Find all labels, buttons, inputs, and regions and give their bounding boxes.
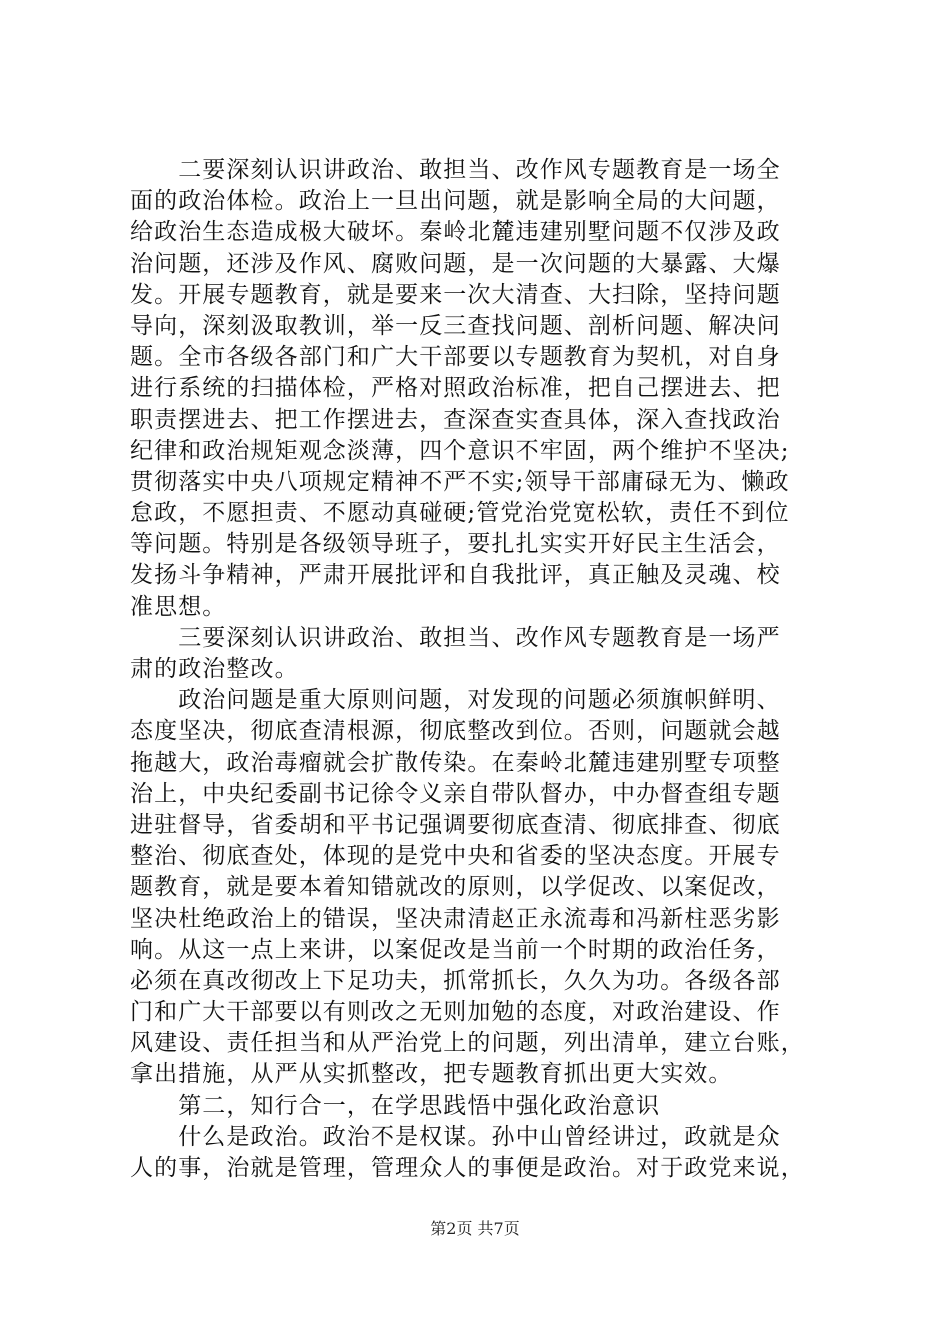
text-line: 给政治生态造成极大破坏。秦岭北麓违建别墅问题不仅涉及政 [130,219,781,246]
text-line: 题教育，就是要本着知错就改的原则，以学促改、以案促改， [130,874,781,901]
text-line: 响。从这一点上来讲，以案促改是当前一个时期的政治任务， [130,936,781,963]
text-line: 二要深刻认识讲政治、敢担当、改作风专题教育是一场全 [130,157,781,183]
text-line: 坚决杜绝政治上的错误，坚决肃清赵正永流毒和冯新柱恶劣影 [130,905,781,932]
text-line: 准思想。 [130,593,227,620]
text-line: 整治、彻底查处，体现的是党中央和省委的坚决态度。开展专 [130,843,781,870]
text-line: 态度坚决，彻底查清根源，彻底整改到位。否则，问题就会越 [130,718,781,745]
text-line: 发扬斗争精神，严肃开展批评和自我批评，真正触及灵魂、校 [130,562,781,589]
page-footer [0,1218,950,1240]
text-line: 风建设、责任担当和从严治党上的问题，列出清单，建立台账， [130,1030,805,1057]
text-line: 门和广大干部要以有则改之无则加勉的态度，对政治建设、作 [130,999,781,1026]
text-line: 进驻督导，省委胡和平书记强调要彻底查清、彻底排查、彻底 [130,811,781,838]
text-line: 怠政，不愿担责、不愿动真碰硬;管党治党宽松软，责任不到位 [130,500,790,527]
text-line: 题。全市各级各部门和广大干部要以专题教育为契机，对自身 [130,344,781,371]
page-number-label: 第2页 共7页 [430,1219,520,1238]
text-line: 治问题，还涉及作风、腐败问题，是一次问题的大暴露、大爆 [130,250,781,277]
text-line: 肃的政治整改。 [130,656,299,682]
text-line: 政治问题是重大原则问题，对发现的问题必须旗帜鲜明、 [130,687,781,714]
text-line: 拖越大，政治毒瘤就会扩散传染。在秦岭北麓违建别墅专项整 [130,749,781,776]
text-line: 职责摆进去、把工作摆进去，查深查实查具体，深入查找政治 [130,406,781,433]
text-line: 人的事，治就是管理，管理众人的事便是政治。对于政党来说， [130,1155,805,1181]
text-line: 纪律和政治规矩观念淡薄，四个意识不牢固，两个维护不坚决; [130,437,790,464]
text-line: 拿出措施，从严从实抓整改，把专题教育抓出更大实效。 [130,1061,733,1088]
text-line: 必须在真改彻改上下足功夫，抓常抓长，久久为功。各级各部 [130,967,781,994]
text-line: 发。开展专题教育，就是要来一次大清查、大扫除，坚持问题 [130,281,781,308]
text-line: 进行系统的扫描体检，严格对照政治标准，把自己摆进去、把 [130,375,781,402]
text-line: 等问题。特别是各级领导班子，要扎扎实实开好民主生活会， [130,531,781,558]
text-line: 治上，中央纪委副书记徐令义亲自带队督办，中办督查组专题 [130,780,781,807]
text-line: 三要深刻认识讲政治、敢担当、改作风专题教育是一场严 [130,624,781,651]
text-line: 贯彻落实中央八项规定精神不严不实;领导干部庸碌无为、懒政 [130,468,790,495]
text-line: 什么是政治。政治不是权谋。孙中山曾经讲过，政就是众 [130,1123,781,1150]
body-text [130,155,840,1184]
text-line: 导向，深刻汲取教训，举一反三查找问题、剖析问题、解决问 [130,312,781,339]
text-line: 第二，知行合一，在学思践悟中强化政治意识 [130,1092,661,1119]
text-line: 面的政治体检。政治上一旦出问题，就是影响全局的大问题， [130,188,781,215]
